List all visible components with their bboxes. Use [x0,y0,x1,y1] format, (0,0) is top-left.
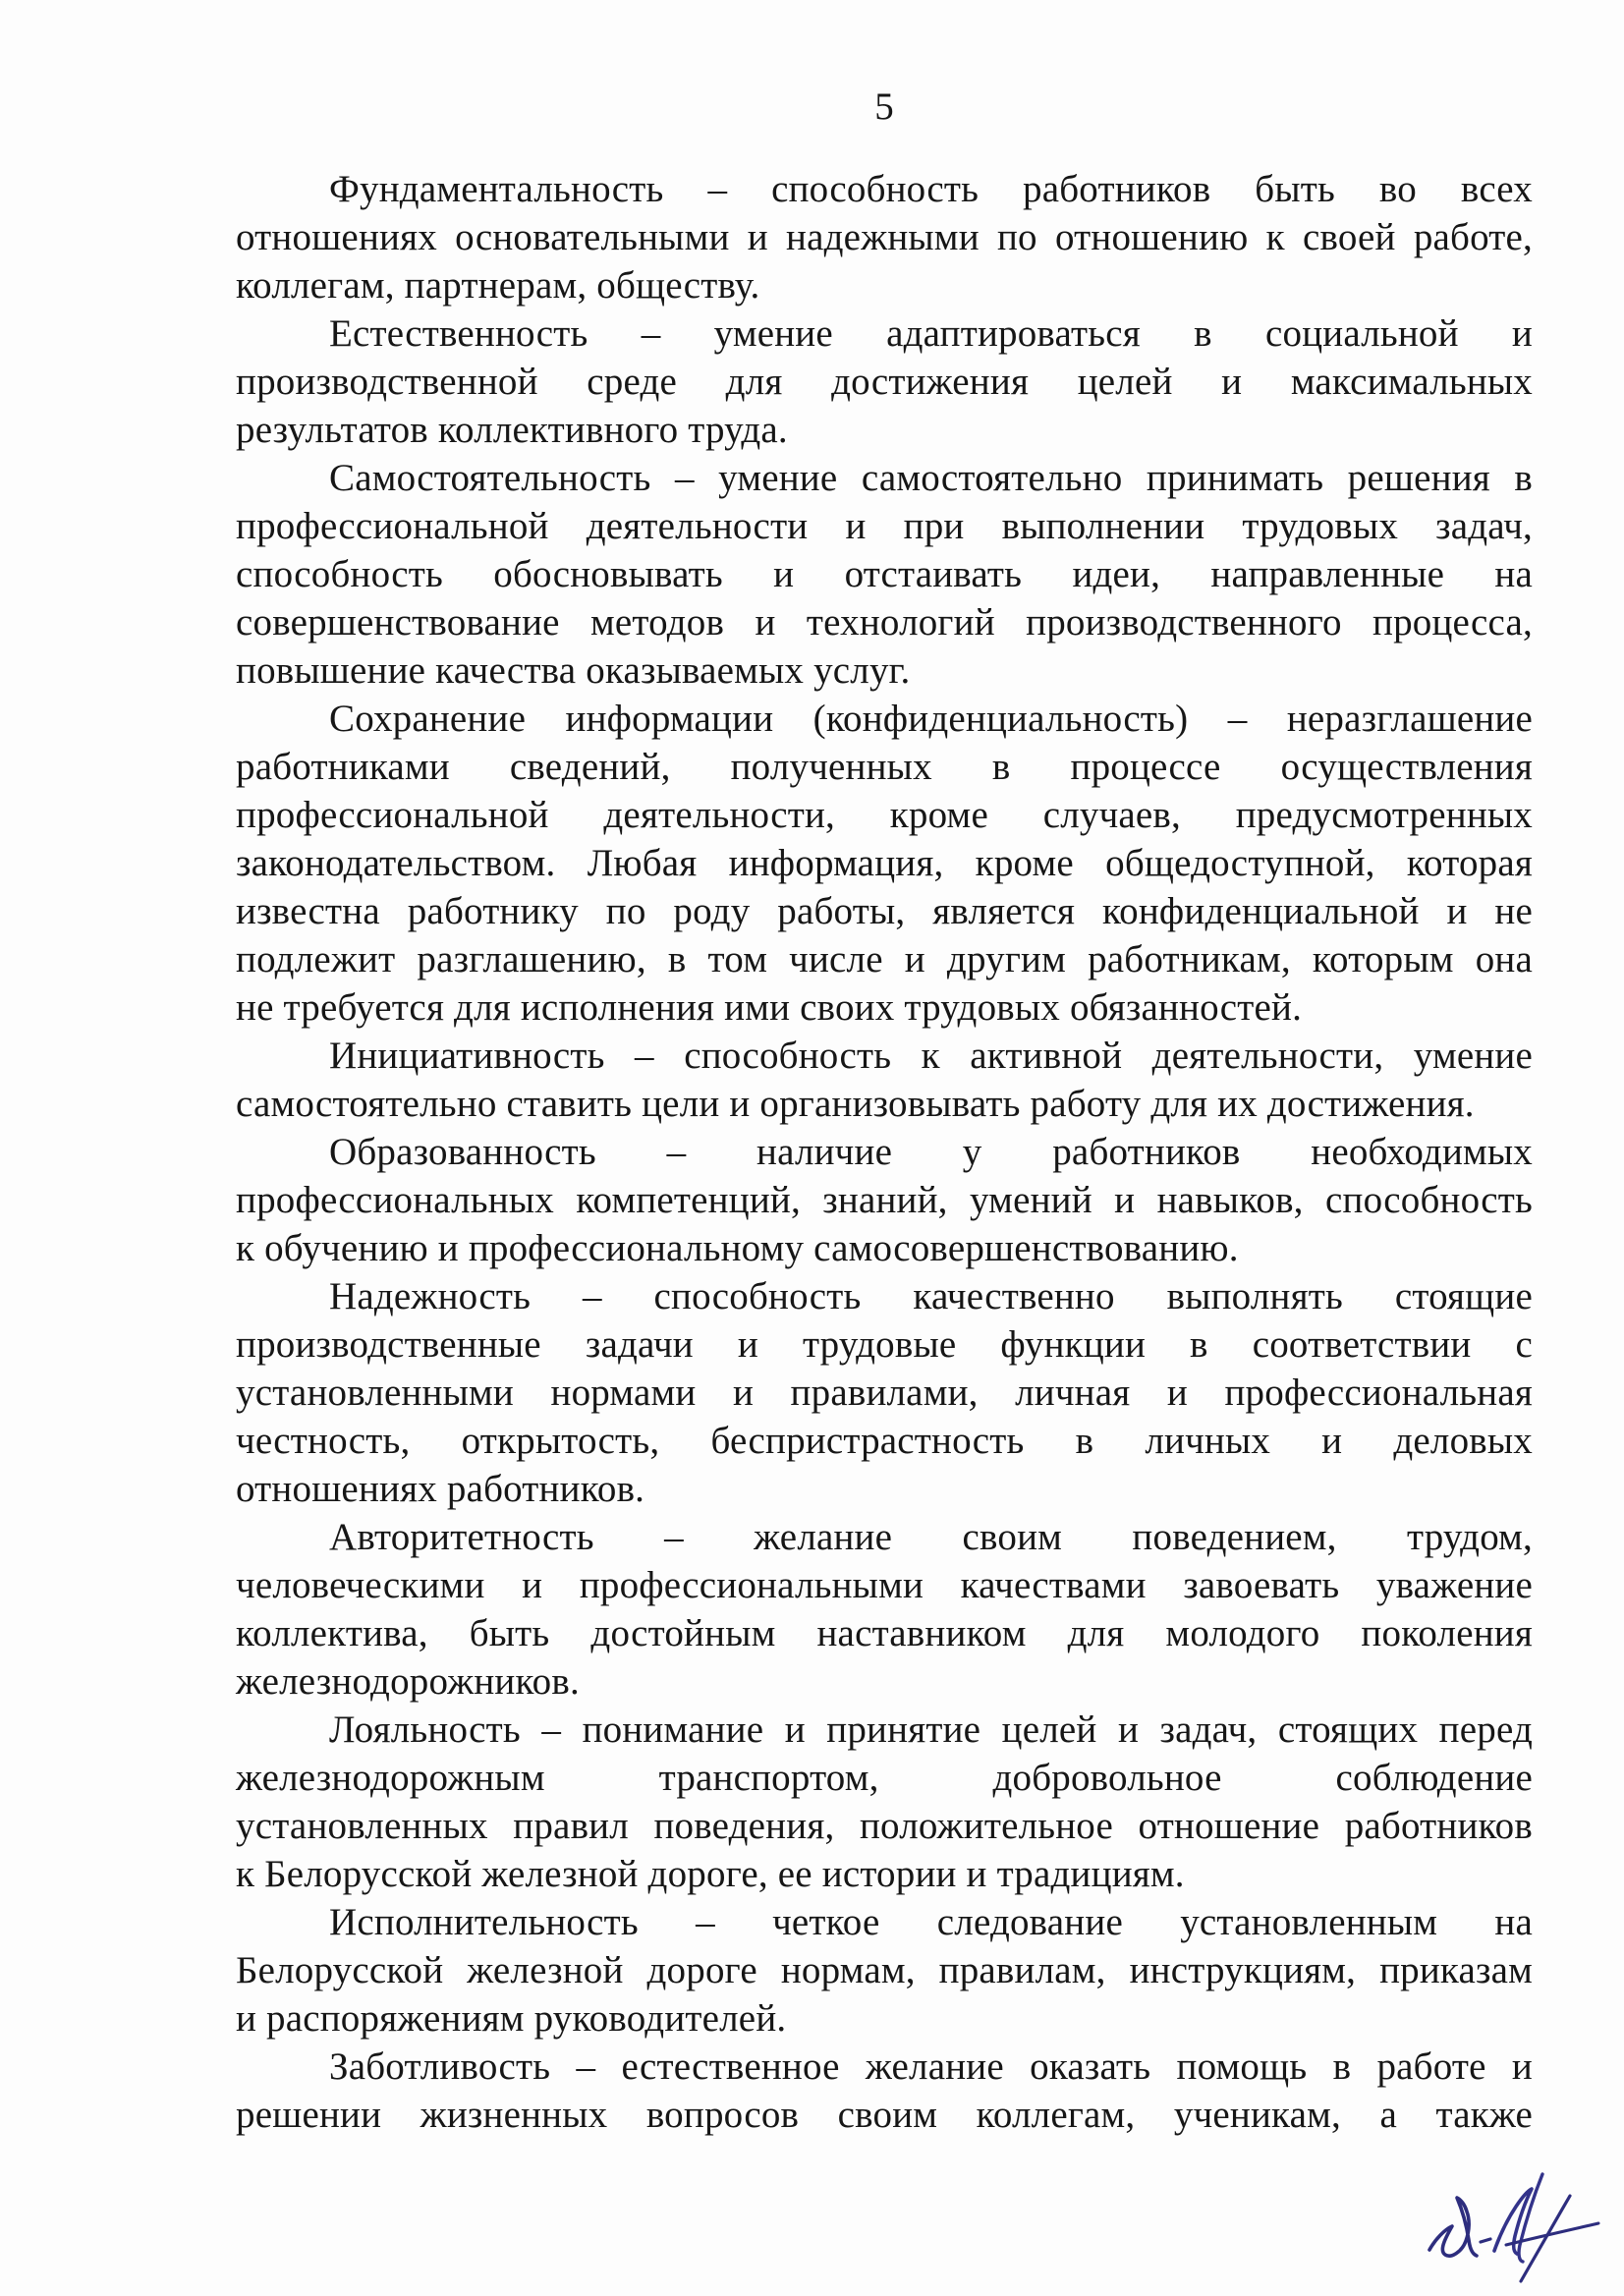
paragraph [236,1272,1533,1513]
text-line: Образованность – наличие у работников необходимых [329,1131,1533,1173]
text-line: не требуется для исполнения ими своих трудовых обязанностей. [236,986,1303,1029]
text-line: законодательством. Любая информация, кроме общедоступной, которая [236,842,1533,884]
text-line: отношениях основательными и надежными по отношению к своей работе, [236,216,1533,258]
text-line: Авторитетность – желание своим поведением, трудом, [329,1516,1533,1558]
text-line: установленных правил поведения, положительное отношение работников [236,1805,1533,1847]
text-line: человеческими и профессиональными качествами завоевать уважение [236,1564,1533,1606]
text-line: коллегам, партнерам, обществу. [236,264,760,307]
text-line: коллектива, быть достойным наставником для молодого поколения [236,1612,1533,1654]
text-line: Самостоятельность – умение самостоятельно принимать решения в [329,457,1533,499]
text-line: известна работнику по роду работы, является конфиденциальной и не [236,890,1533,932]
text-line: честность, открытость, беспристрастность в личных и деловых [236,1420,1533,1462]
text-line: Лояльность – понимание и принятие целей и задач, стоящих перед [329,1708,1533,1751]
text-line: Исполнительность – четкое следование установленным на [329,1901,1533,1943]
paragraph [236,695,1533,1032]
text-line: результатов коллективного труда. [236,409,788,451]
signature-ink-strokes [1429,2174,1598,2281]
page-number: 5 [874,85,894,128]
text-line: к Белорусской железной дороге, ее истории и традициям. [236,1853,1185,1895]
text-line: способность обосновывать и отстаивать идеи, направленные на [236,553,1533,595]
text-line: работниками сведений, полученных в процессе осуществления [236,746,1533,788]
paragraph [236,1706,1533,1898]
text-line: железнодорожников. [236,1660,580,1703]
text-line: производственные задачи и трудовые функции в соответствии с [236,1323,1533,1366]
text-line: совершенствование методов и технологий производственного процесса, [236,601,1533,644]
text-line: повышение качества оказываемых услуг. [236,649,911,692]
text-line: железнодорожным транспортом, добровольное соблюдение [236,1757,1533,1799]
text-line: профессиональной деятельности и при выполнении трудовых задач, [236,505,1533,547]
paragraph [236,454,1533,695]
handwritten-signature [1424,2151,1606,2290]
text-line: Белорусской железной дороге нормам, правилам, инструкциям, приказам [236,1949,1533,1991]
text-line: самостоятельно ставить цели и организовывать работу для их достижения. [236,1083,1475,1125]
text-line: подлежит разглашению, в том числе и другим работникам, которым она [236,938,1533,980]
document-body [236,165,1533,2139]
paragraph [236,1898,1533,2043]
text-line: установленными нормами и правилами, личная и профессиональная [236,1372,1533,1414]
text-line: профессиональных компетенций, знаний, умений и навыков, способность [236,1179,1533,1221]
paragraph [236,309,1533,454]
paragraph [236,1128,1533,1272]
paragraph [236,165,1533,309]
text-line: решении жизненных вопросов своим коллегам, ученикам, а также [236,2094,1533,2136]
text-line: Инициативность – способность к активной деятельности, умение [329,1035,1533,1077]
paragraph [236,2043,1533,2139]
text-line: и распоряжениям руководителей. [236,1997,787,2040]
text-line: Фундаментальность – способность работников быть во всех [329,168,1533,210]
text-line: производственной среде для достижения целей и максимальных [236,361,1533,403]
text-line: Заботливость – естественное желание оказать помощь в работе и [329,2045,1533,2088]
paragraph [236,1513,1533,1706]
text-line: отношениях работников. [236,1468,645,1510]
text-line: Сохранение информации (конфиденциальность) – неразглашение [329,698,1533,740]
text-line: Естественность – умение адаптироваться в социальной и [329,312,1533,355]
paragraph [236,1032,1533,1128]
text-line: к обучению и профессиональному самосовершенствованию. [236,1227,1239,1269]
text-line: профессиональной деятельности, кроме случаев, предусмотренных [236,794,1533,836]
text-line: Надежность – способность качественно выполнять стоящие [329,1275,1533,1317]
